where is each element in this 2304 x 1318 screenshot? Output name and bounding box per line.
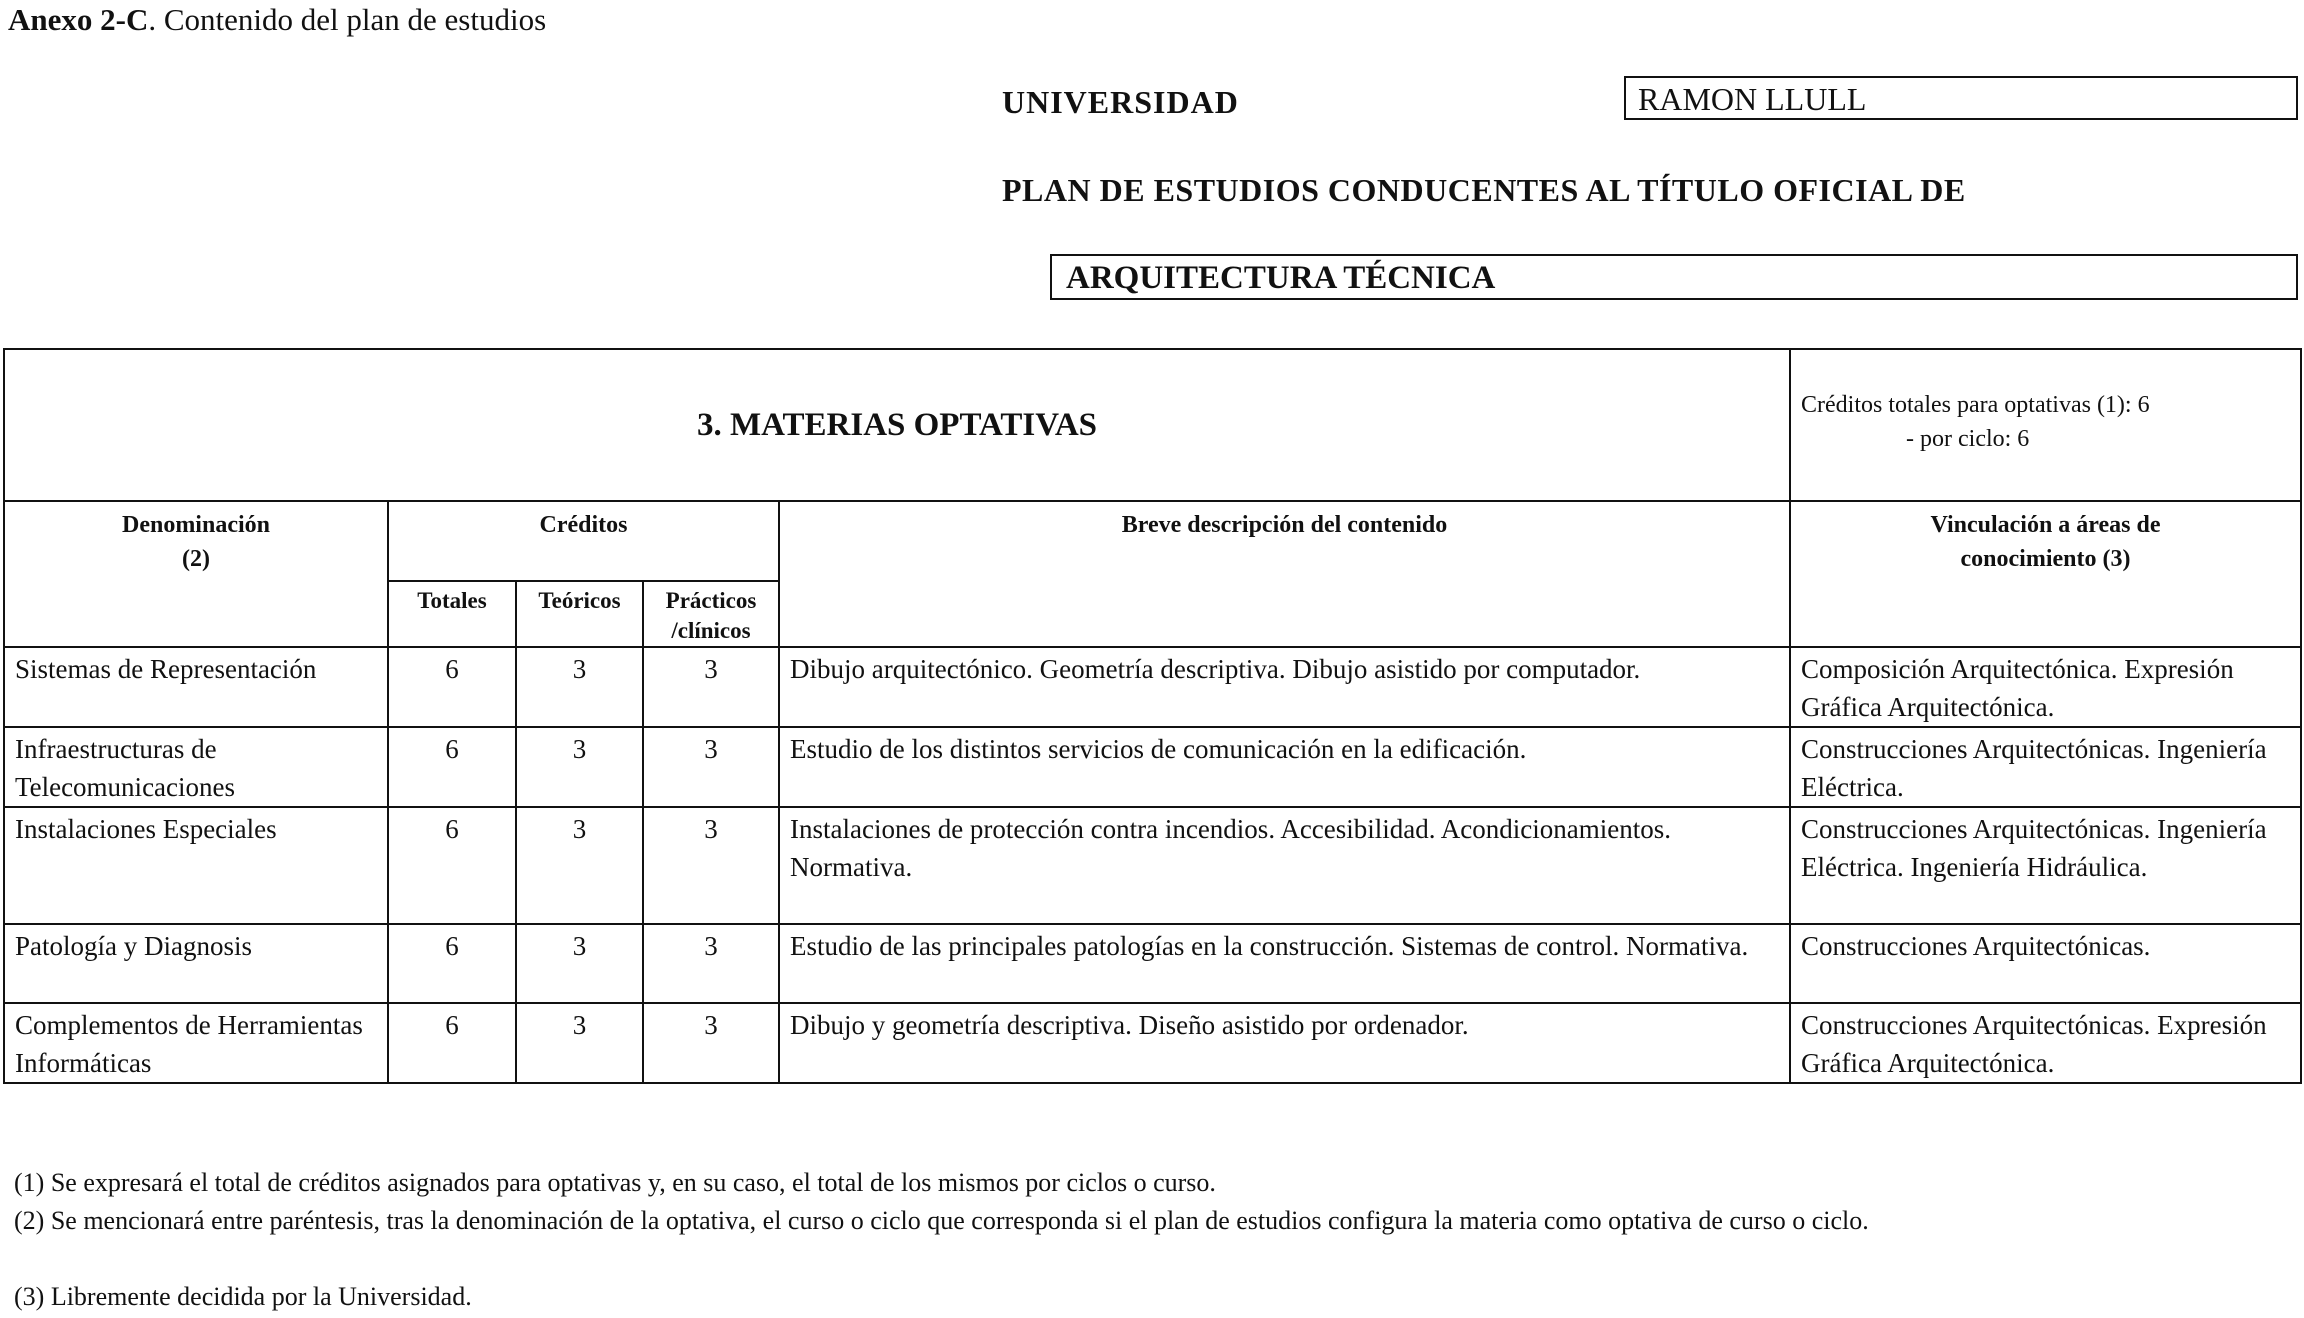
header-vinculacion-line1: Vinculación a áreas de: [1930, 512, 2161, 538]
subject-areas: Construcciones Arquitectónicas. Expresión Gráfica Arquitectónica.: [1790, 1003, 2301, 1083]
credits-totales: 6: [388, 727, 516, 807]
university-name-box: RAMON LLULL: [1624, 76, 2298, 120]
credits-totales: 6: [388, 1003, 516, 1083]
header-practicos: [643, 581, 779, 647]
table-row: [4, 807, 2301, 924]
annex-text: . Contenido del plan de estudios: [148, 2, 547, 37]
subject-description: Dibujo y geometría descriptiva. Diseño asistido por ordenador.: [779, 1003, 1790, 1083]
table-row: [4, 647, 2301, 727]
header-totales: Totales: [388, 581, 516, 647]
footnote-3: (3) Libremente decidida por la Universidad.: [14, 1282, 472, 1311]
subject-description: Dibujo arquitectónico. Geometría descriptiva. Dibujo asistido por computador.: [779, 647, 1790, 727]
credits-summary: [1790, 349, 2301, 501]
credits-teoricos: 3: [516, 924, 643, 1003]
subject-description: Instalaciones de protección contra incendios. Accesibilidad. Acondicionamientos. Normativa.: [779, 807, 1790, 924]
credits-totales: 6: [388, 924, 516, 1003]
subject-areas: Construcciones Arquitectónicas. Ingeniería Eléctrica. Ingeniería Hidráulica.: [1790, 807, 2301, 924]
credits-teoricos: 3: [516, 727, 643, 807]
credits-teoricos: 3: [516, 647, 643, 727]
header-denominacion: [4, 501, 388, 647]
footnote-1: (1) Se expresará el total de créditos asignados para optativas y, en su caso, el total de los mismos por ciclos o curso.: [14, 1168, 1216, 1197]
table-row: [4, 924, 2301, 1003]
subject-name: Infraestructuras de Telecomunicaciones: [4, 727, 388, 807]
credits-practicos: 3: [643, 924, 779, 1003]
credits-totales: 6: [388, 647, 516, 727]
header-descripcion: Breve descripción del contenido: [779, 501, 1790, 647]
credits-totales: 6: [388, 807, 516, 924]
annex-heading: [8, 2, 546, 38]
credits-teoricos: 3: [516, 807, 643, 924]
credits-practicos: 3: [643, 1003, 779, 1083]
subject-name: Instalaciones Especiales: [4, 807, 388, 924]
optional-subjects-table: [3, 348, 2302, 1084]
credits-practicos: 3: [643, 647, 779, 727]
subject-areas: Construcciones Arquitectónicas. Ingeniería Eléctrica.: [1790, 727, 2301, 807]
table-row: [4, 1003, 2301, 1083]
header-vinculacion: [1790, 501, 2301, 647]
footnote-2: (2) Se mencionará entre paréntesis, tras la denominación de la optativa, el curso o ciclo que corresponda si el plan de estudios configura la materia como optativa de curso o ciclo.: [14, 1206, 1869, 1235]
header-vinculacion-line2: conocimiento (3): [1960, 546, 2131, 572]
credits-total-line: Créditos totales para optativas (1): 6: [1801, 392, 2150, 418]
subject-name: Patología y Diagnosis: [4, 924, 388, 1003]
subject-name: Sistemas de Representación: [4, 647, 388, 727]
section-title: 3. MATERIAS OPTATIVAS: [4, 349, 1790, 501]
credits-teoricos: 3: [516, 1003, 643, 1083]
header-creditos: Créditos: [388, 501, 779, 581]
university-label: UNIVERSIDAD: [1002, 84, 1239, 120]
credits-practicos: 3: [643, 727, 779, 807]
subject-description: Estudio de las principales patologías en la construcción. Sistemas de control. Normativa.: [779, 924, 1790, 1003]
annex-label: Anexo 2-C: [8, 2, 149, 37]
credits-cycle-line: - por ciclo: 6: [1906, 426, 2030, 452]
subject-areas: Construcciones Arquitectónicas.: [1790, 924, 2301, 1003]
degree-title-box: ARQUITECTURA TÉCNICA: [1050, 254, 2298, 300]
subject-areas: Composición Arquitectónica. Expresión Gráfica Arquitectónica.: [1790, 647, 2301, 727]
header-teoricos: Teóricos: [516, 581, 643, 647]
header-denominacion-note: (2): [182, 546, 210, 572]
plan-label: PLAN DE ESTUDIOS CONDUCENTES AL TÍTULO OFICIAL DE: [1002, 172, 1966, 208]
table-row: [4, 727, 2301, 807]
subject-description: Estudio de los distintos servicios de comunicación en la edificación.: [779, 727, 1790, 807]
header-denominacion-label: Denominación: [121, 512, 270, 538]
header-practicos-line2: /clínicos: [671, 618, 751, 643]
header-practicos-line1: Prácticos: [665, 588, 757, 613]
subject-name: Complementos de Herramientas Informáticas: [4, 1003, 388, 1083]
credits-practicos: 3: [643, 807, 779, 924]
